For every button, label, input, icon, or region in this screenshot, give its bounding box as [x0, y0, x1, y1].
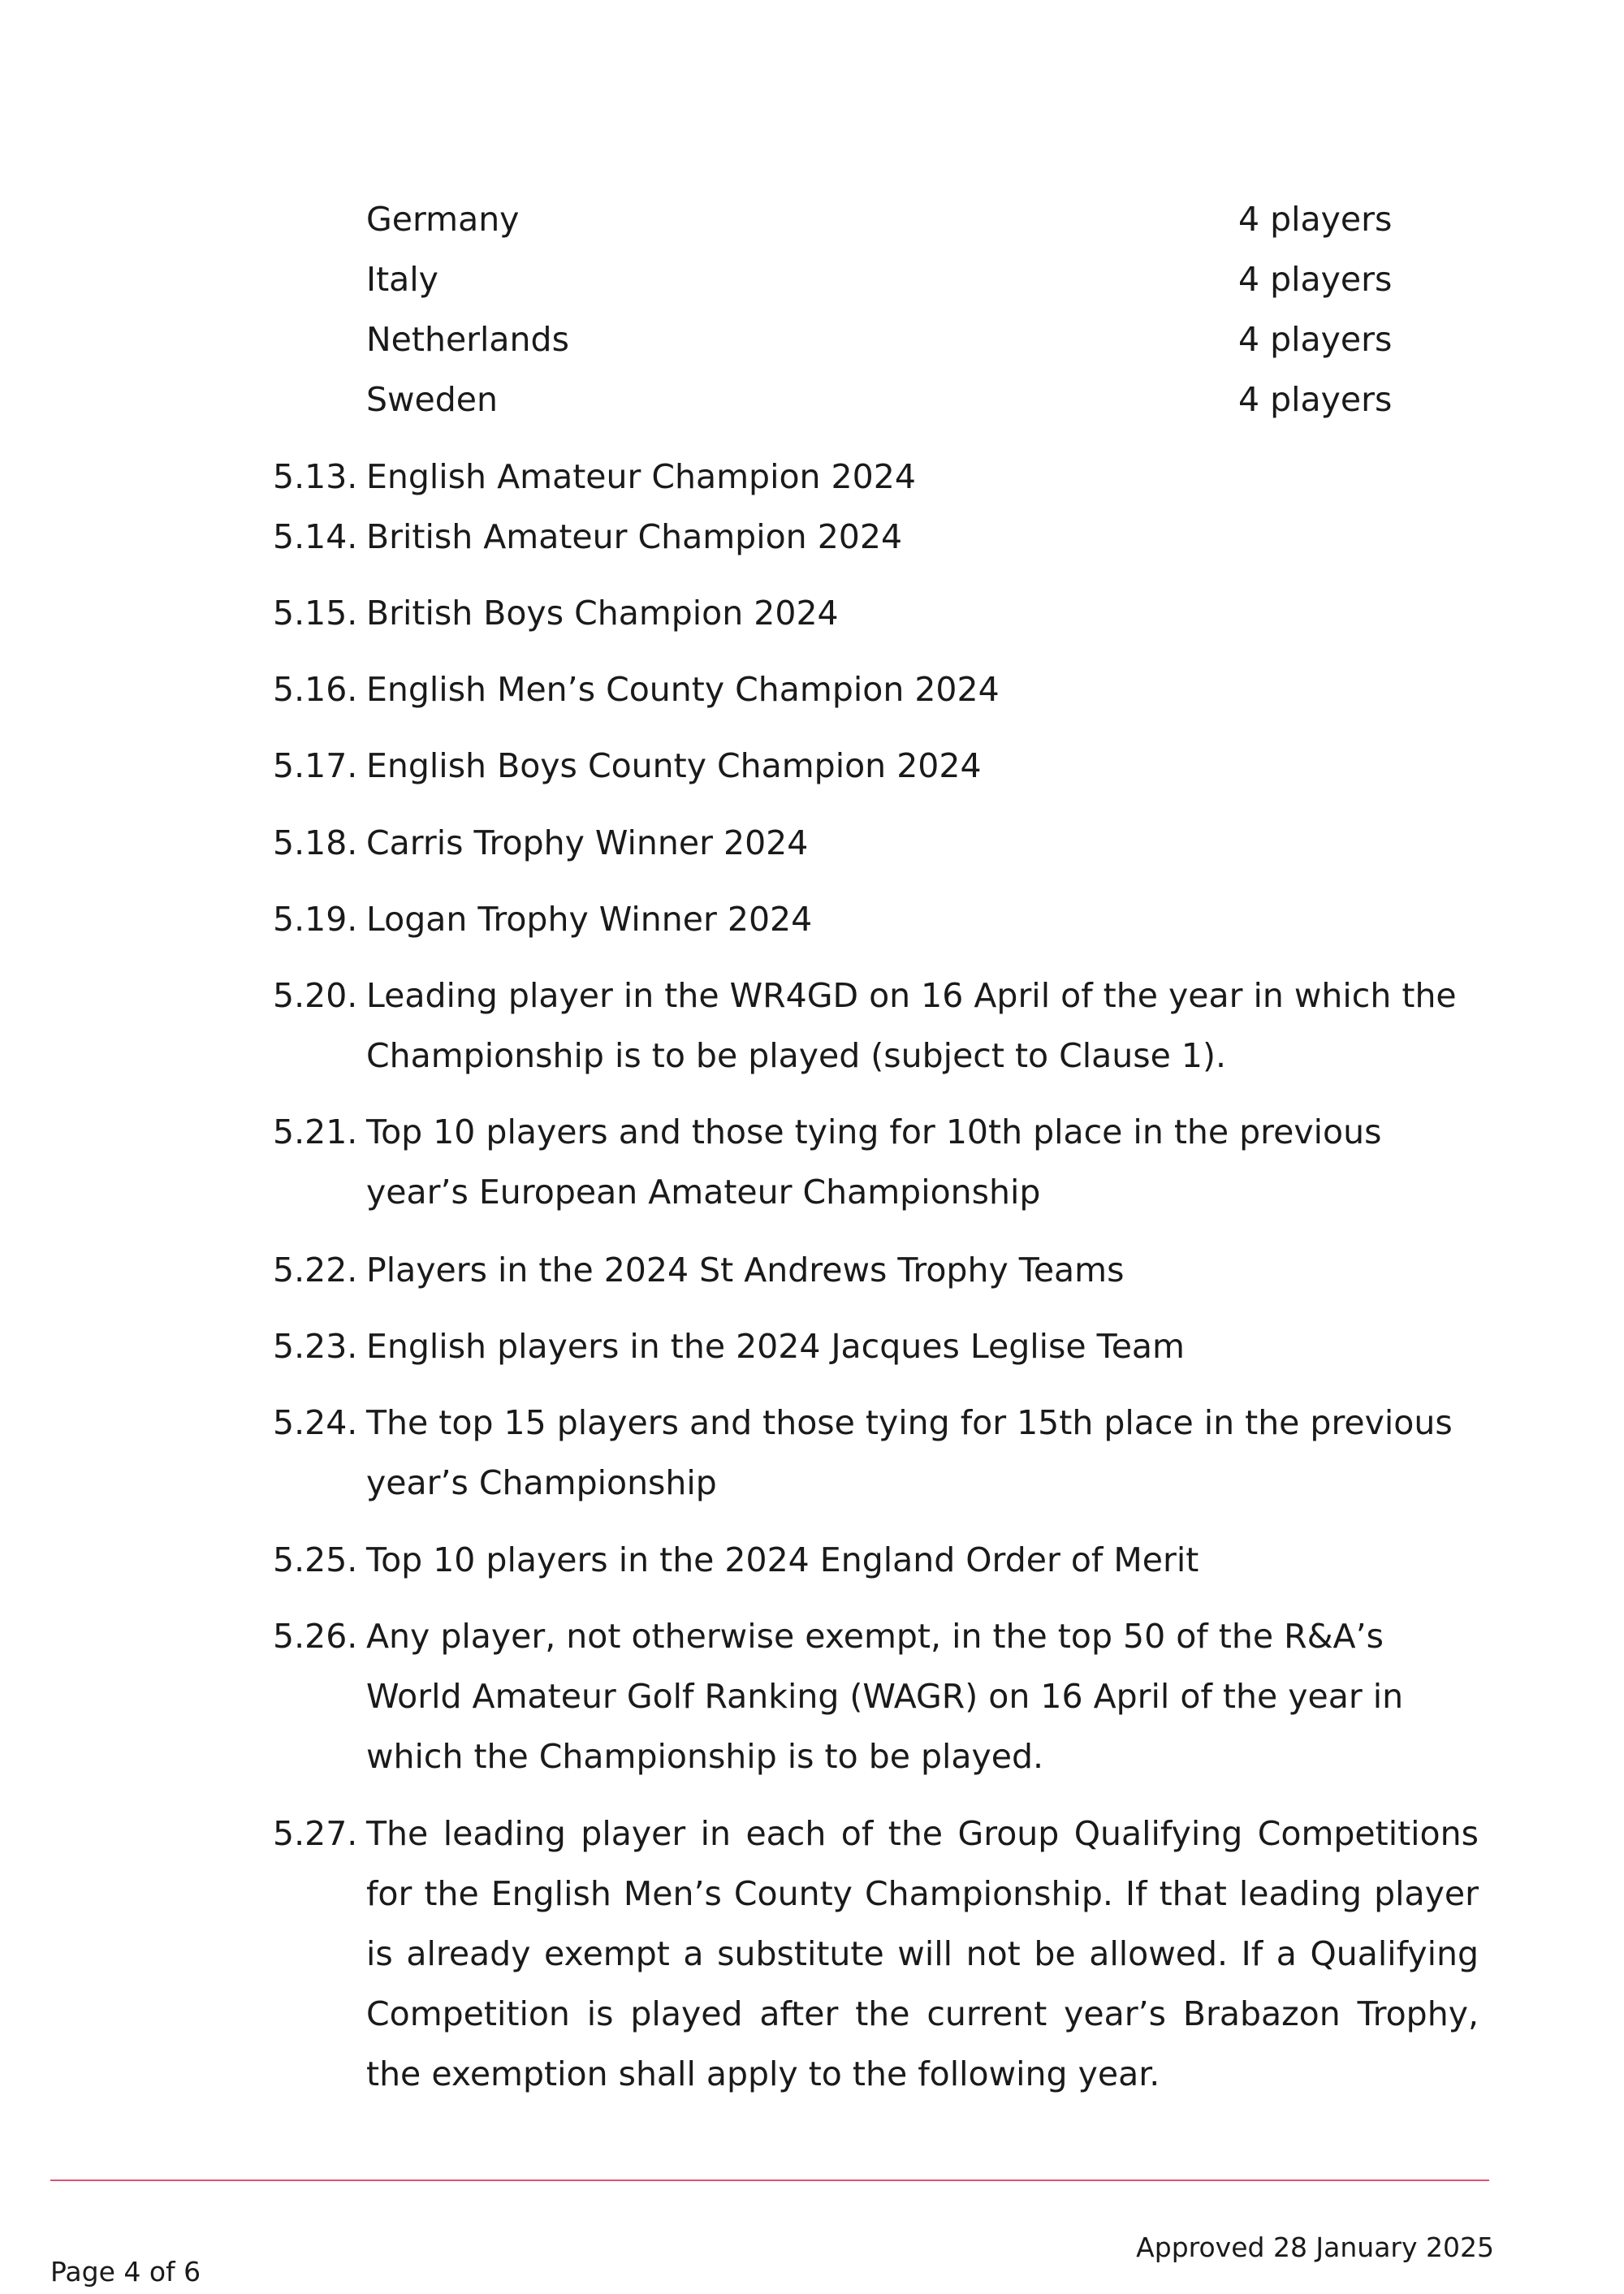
item-number: 5.20. — [273, 976, 358, 1015]
country-row — [366, 375, 1393, 424]
country-player-count: 4 players — [1238, 200, 1393, 239]
country-name: Italy — [366, 260, 438, 299]
item-number: 5.24. — [273, 1403, 358, 1442]
item-number: 5.19. — [273, 900, 358, 939]
item-number: 5.14. — [273, 517, 358, 556]
item-number: 5.15. — [273, 594, 358, 633]
item-text: English Boys County Champion 2024 — [366, 746, 982, 785]
item-text: Top 10 players and those tying for 10th place in the previous year’s European Amateur Championship — [366, 1112, 1382, 1212]
country-row — [366, 255, 1393, 304]
country-row — [366, 315, 1393, 364]
item-number: 5.18. — [273, 823, 358, 862]
item-number: 5.21. — [273, 1112, 358, 1151]
item-text: British Boys Champion 2024 — [366, 594, 839, 633]
item-number: 5.25. — [273, 1540, 358, 1579]
item-number: 5.26. — [273, 1617, 358, 1656]
item-number: 5.22. — [273, 1251, 358, 1290]
country-row — [366, 195, 1393, 244]
item-text: English Amateur Champion 2024 — [366, 457, 916, 496]
item-text: The leading player in each of the Group Qualifying Competitions for the English Men’s County Championship. If that leading player is already exempt a substitute will not be allowed. If a Qualifying Competition is played after the current year’s Brabazon Trophy, the exemption shall apply to the following year. — [366, 1814, 1479, 2093]
item-number: 5.23. — [273, 1327, 358, 1366]
item-text: Carris Trophy Winner 2024 — [366, 823, 809, 862]
item-text: Leading player in the WR4GD on 16 April of the year in which the Championship is to be played (subject to Clause 1). — [366, 976, 1457, 1075]
country-name: Sweden — [366, 380, 499, 419]
country-player-count: 4 players — [1238, 380, 1393, 419]
country-name: Germany — [366, 200, 520, 239]
item-text: The top 15 players and those tying for 15th place in the previous year’s Championship — [366, 1403, 1453, 1502]
item-text: Logan Trophy Winner 2024 — [366, 900, 813, 939]
item-text: English Men’s County Champion 2024 — [366, 670, 1000, 709]
item-text: Players in the 2024 St Andrews Trophy Teams — [366, 1251, 1125, 1290]
footer-divider — [50, 2180, 1489, 2181]
item-number: 5.27. — [273, 1814, 358, 1853]
item-number: 5.17. — [273, 746, 358, 785]
item-text: Top 10 players in the 2024 England Order of Merit — [366, 1540, 1199, 1579]
approval-date: Approved 28 January 2025 — [1136, 2231, 1494, 2263]
country-player-count: 4 players — [1238, 320, 1393, 359]
page-number: Page 4 of 6 — [50, 2256, 201, 2288]
country-player-count: 4 players — [1238, 260, 1393, 299]
item-text: Any player, not otherwise exempt, in the top 50 of the R&A’s World Amateur Golf Ranking (WAGR) on 16 April of the year in which the Championship is to be played. — [366, 1617, 1404, 1776]
item-text: British Amateur Champion 2024 — [366, 517, 903, 556]
item-number: 5.16. — [273, 670, 358, 709]
item-number: 5.13. — [273, 457, 358, 496]
item-text: English players in the 2024 Jacques Leglise Team — [366, 1327, 1185, 1366]
country-name: Netherlands — [366, 320, 569, 359]
